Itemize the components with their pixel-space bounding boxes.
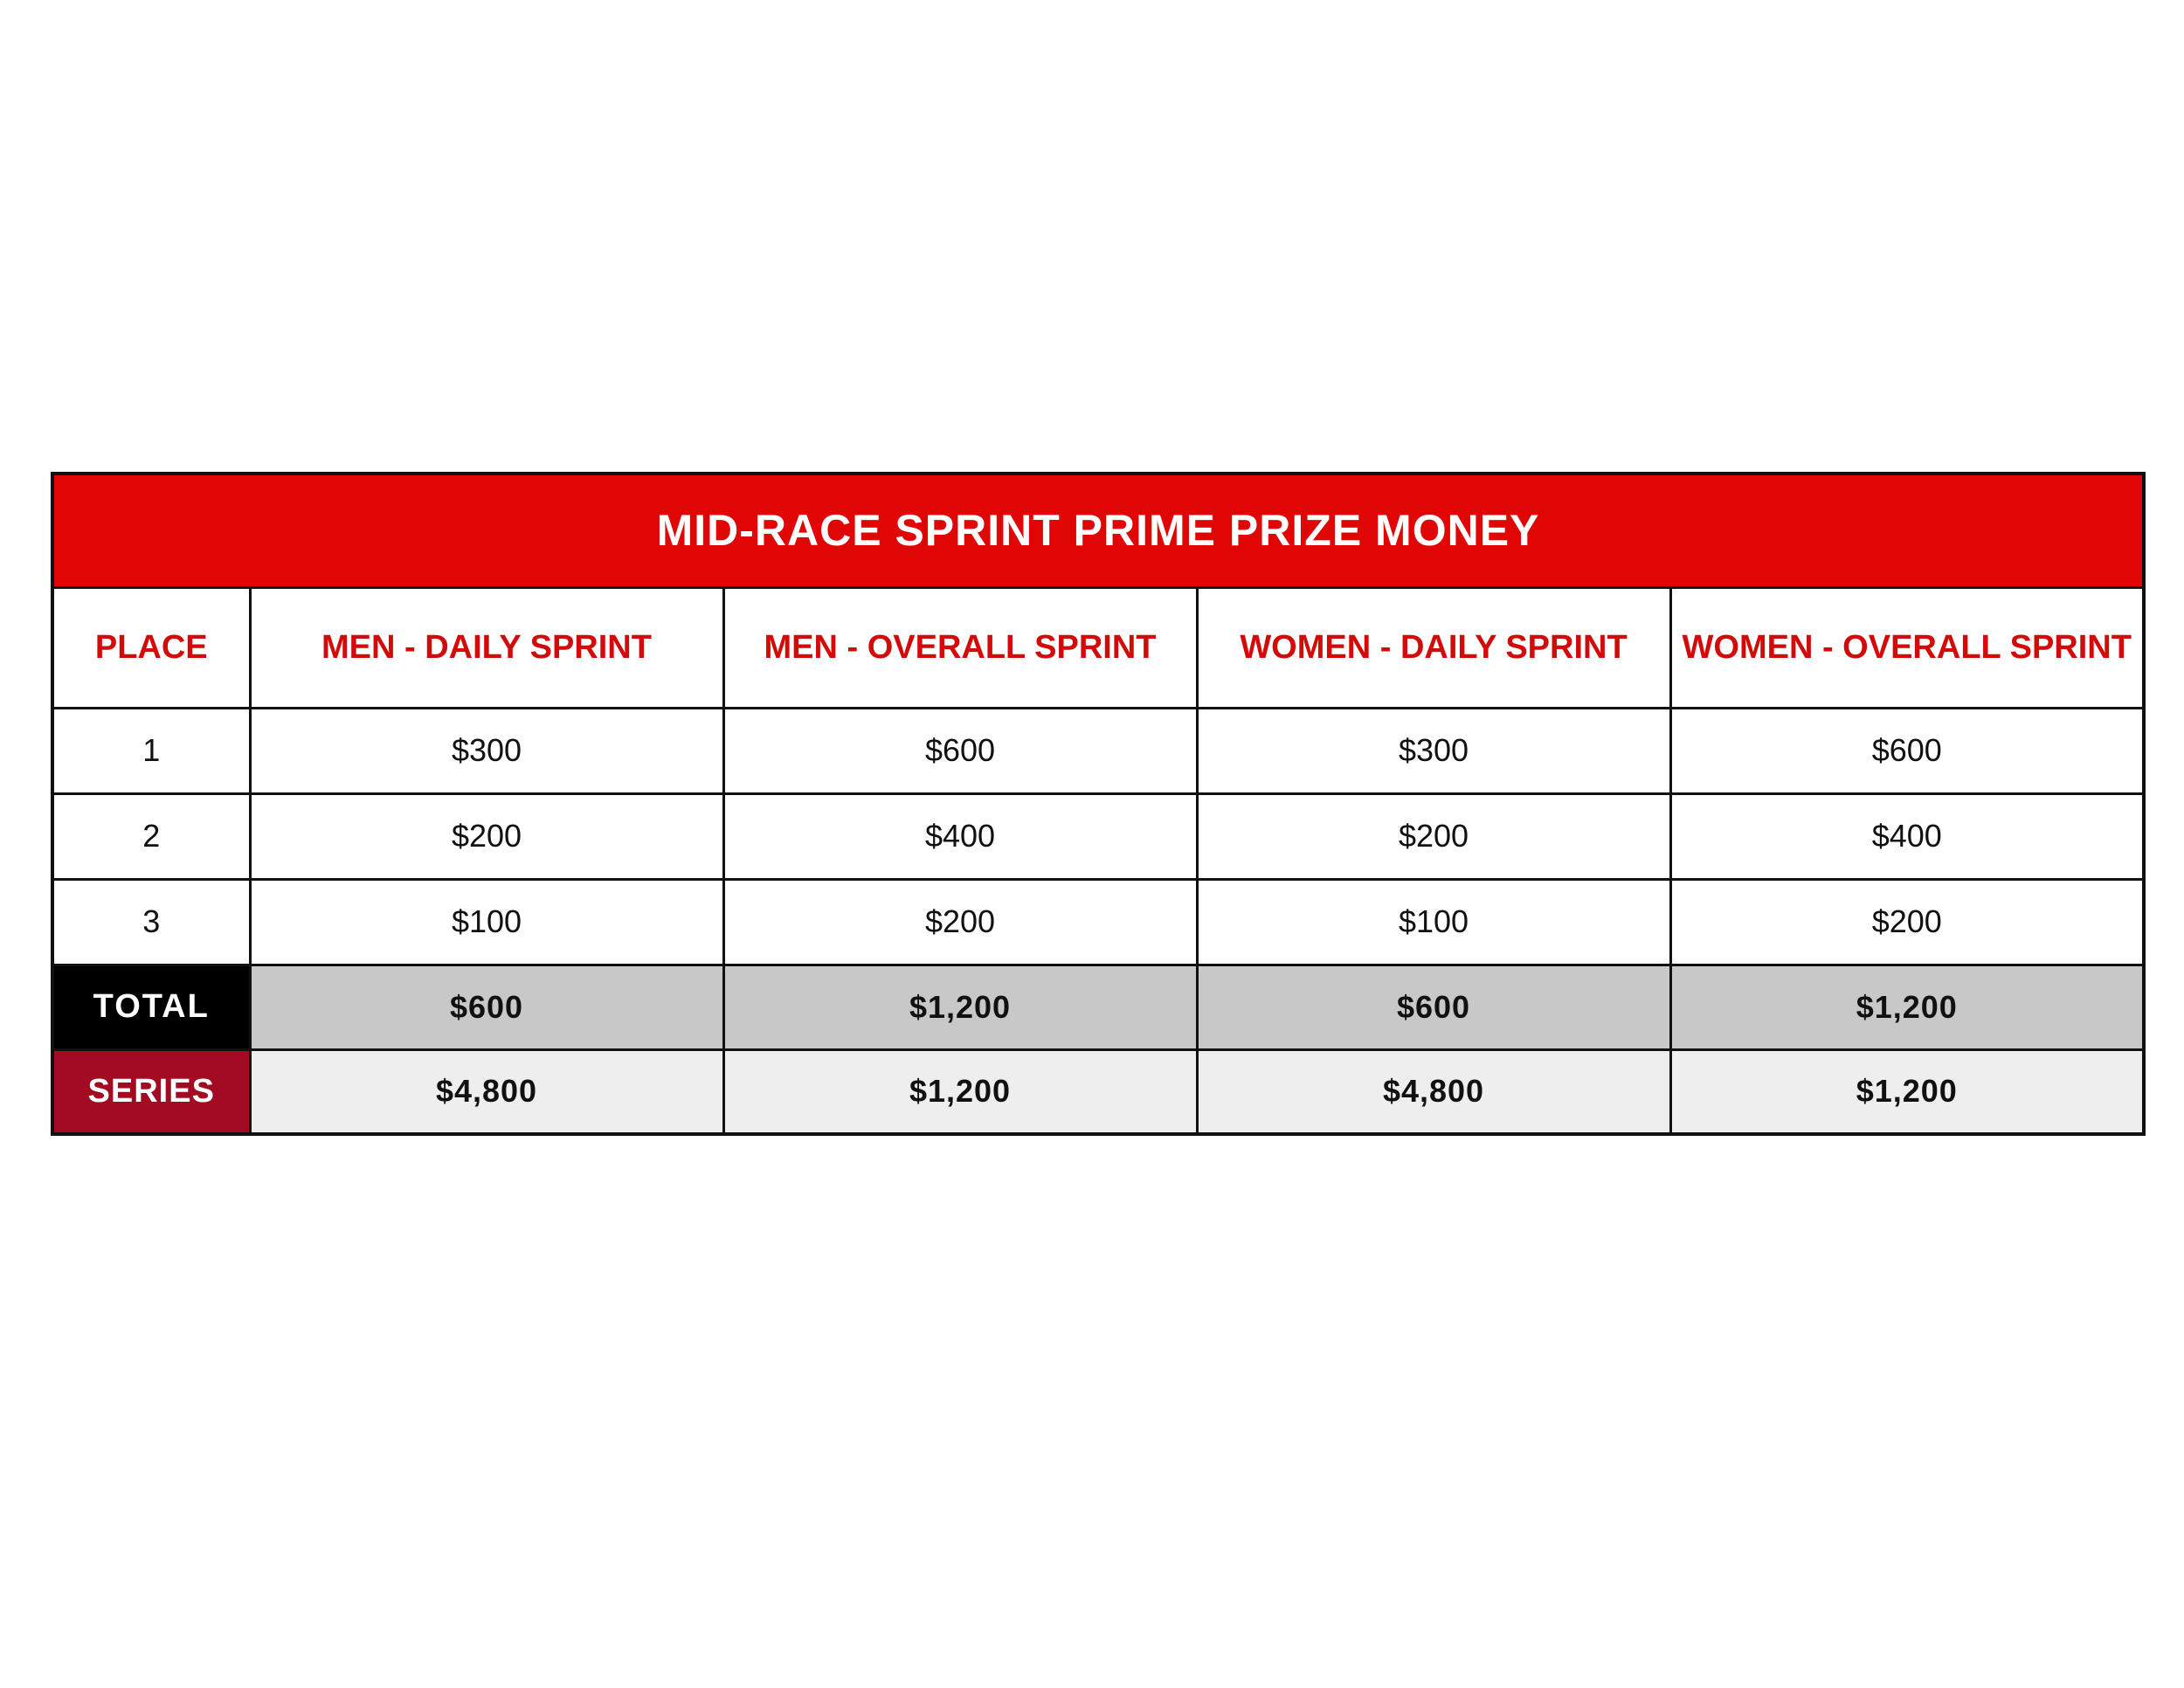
series-cell: $4,800 bbox=[1197, 1049, 1670, 1134]
table-cell: $200 bbox=[250, 793, 723, 879]
table-cell: $200 bbox=[1670, 879, 2144, 965]
place-cell: 1 bbox=[52, 708, 250, 793]
table-cell: $100 bbox=[250, 879, 723, 965]
total-cell: $600 bbox=[250, 965, 723, 1049]
header-women-overall-sprint: WOMEN - OVERALL SPRINT bbox=[1670, 587, 2144, 708]
table-cell: $300 bbox=[1197, 708, 1670, 793]
series-row bbox=[52, 1049, 2144, 1134]
table-row bbox=[52, 879, 2144, 965]
header-women-daily-sprint: WOMEN - DAILY SPRINT bbox=[1197, 587, 1670, 708]
header-place: PLACE bbox=[52, 587, 250, 708]
table-title: MID-RACE SPRINT PRIME PRIZE MONEY bbox=[52, 474, 2144, 587]
series-cell: $1,200 bbox=[1670, 1049, 2144, 1134]
table-row bbox=[52, 708, 2144, 793]
total-cell: $600 bbox=[1197, 965, 1670, 1049]
total-cell: $1,200 bbox=[723, 965, 1197, 1049]
table-cell: $400 bbox=[723, 793, 1197, 879]
prize-money-table bbox=[51, 472, 2146, 1136]
table-cell: $600 bbox=[1670, 708, 2144, 793]
place-cell: 3 bbox=[52, 879, 250, 965]
header-men-overall-sprint: MEN - OVERALL SPRINT bbox=[723, 587, 1197, 708]
title-row bbox=[52, 474, 2144, 587]
table-row bbox=[52, 793, 2144, 879]
total-row bbox=[52, 965, 2144, 1049]
total-cell: $1,200 bbox=[1670, 965, 2144, 1049]
series-cell: $4,800 bbox=[250, 1049, 723, 1134]
table-cell: $300 bbox=[250, 708, 723, 793]
place-cell: 2 bbox=[52, 793, 250, 879]
total-label: TOTAL bbox=[52, 965, 250, 1049]
table-cell: $100 bbox=[1197, 879, 1670, 965]
table-cell: $200 bbox=[1197, 793, 1670, 879]
series-cell: $1,200 bbox=[723, 1049, 1197, 1134]
header-men-daily-sprint: MEN - DAILY SPRINT bbox=[250, 587, 723, 708]
series-label: SERIES bbox=[52, 1049, 250, 1134]
table-cell: $400 bbox=[1670, 793, 2144, 879]
header-row bbox=[52, 587, 2144, 708]
table-cell: $600 bbox=[723, 708, 1197, 793]
table-cell: $200 bbox=[723, 879, 1197, 965]
